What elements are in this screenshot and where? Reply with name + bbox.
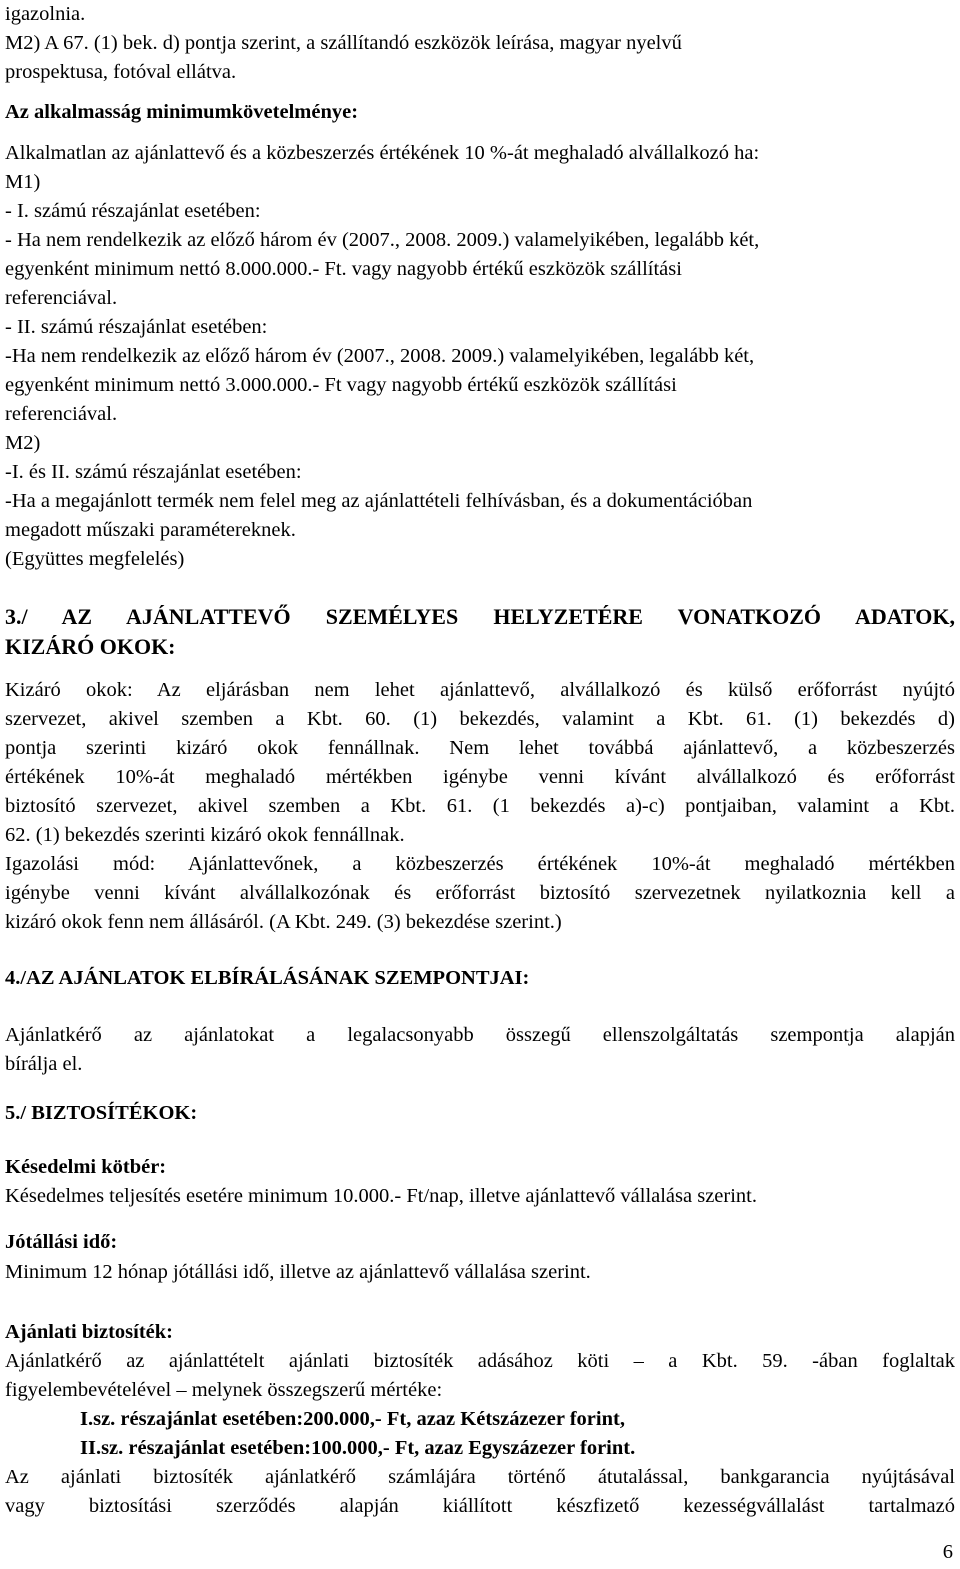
text-line: M2) <box>5 432 41 454</box>
text-line: 62. (1) bekezdés szerinti kizáró okok fennállnak. <box>5 824 405 846</box>
text-line: igénybe venni kívánt alvállalkozónak és erőforrást biztosító szervezetnek nyilatkoznia kell a <box>5 882 955 904</box>
text-line: szervezet, akivel szemben a Kbt. 60. (1) bekezdés, valamint a Kbt. 61. (1) bekezdés d) <box>5 708 955 730</box>
section-subheading: Ajánlati biztosíték: <box>5 1321 173 1343</box>
text-line: egyenként minimum nettó 3.000.000.- Ft vagy nagyobb értékű eszközök szállítási <box>5 374 677 396</box>
section-subheading: Az alkalmasság minimumkövetelménye: <box>5 101 359 123</box>
text-line: Ajánlatkérő az ajánlattételt ajánlati biztosíték adásához köti – a Kbt. 59. -ában foglaltak <box>5 1350 955 1372</box>
text-line: Alkalmatlan az ajánlattevő és a közbeszerzés értékének 10 %-át meghaladó alvállalkozó ha: <box>5 142 760 164</box>
text-line: -I. és II. számú részajánlat esetében: <box>5 461 302 483</box>
section-heading: 3./ AZ AJÁNLATTEVŐ SZEMÉLYES HELYZETÉRE VONATKOZÓ ADATOK, <box>5 604 955 629</box>
text-line: -Ha a megajánlott termék nem felel meg az ajánlattételi felhívásban, és a dokumentációban <box>5 490 753 512</box>
text-line: referenciával. <box>5 287 118 309</box>
page-number: 6 <box>942 1541 953 1563</box>
text-line: vagy biztosítási szerződés alapján kiállított készfizető kezességvállalást tartalmazó <box>5 1495 955 1517</box>
text-line: Kizáró okok: Az eljárásban nem lehet ajánlattevő, alvállalkozó és külső erőforrást nyújtó <box>5 679 955 701</box>
section-subheading: Késedelmi kötbér: <box>5 1156 167 1178</box>
text-line: - Ha nem rendelkezik az előző három év (2007., 2008. 2009.) valamelyikében, legalább két, <box>5 229 760 251</box>
section-heading: 4./AZ AJÁNLATOK ELBÍRÁLÁSÁNAK SZEMPONTJAI: <box>5 967 530 989</box>
section-subheading: Jótállási idő: <box>5 1231 118 1253</box>
text-line: Késedelmes teljesítés esetére minimum 10.000.- Ft/nap, illetve ajánlattevő vállalása szerint. <box>5 1185 758 1207</box>
text-line: Igazolási mód: Ajánlattevőnek, a közbeszerzés értékének 10%-át meghaladó mértékben <box>5 853 955 875</box>
text-line: igazolnia. <box>5 3 86 25</box>
text-line: M2) A 67. (1) bek. d) pontja szerint, a szállítandó eszközök leírása, magyar nyelvű <box>5 32 682 54</box>
text-line: -Ha nem rendelkezik az előző három év (2007., 2008. 2009.) valamelyikében, legalább két, <box>5 345 755 367</box>
text-line: kizáró okok fenn nem állásáról. (A Kbt. 249. (3) bekezdése szerint.) <box>5 911 562 933</box>
text-line: Ajánlatkérő az ajánlatokat a legalacsonyabb összegű ellenszolgáltatás szempontja alapján <box>5 1024 955 1046</box>
text-line: - II. számú részajánlat esetében: <box>5 316 268 338</box>
text-line: - I. számú részajánlat esetében: <box>5 200 261 222</box>
text-line: megadott műszaki paramétereknek. <box>5 519 296 541</box>
text-line: referenciával. <box>5 403 118 425</box>
text-line: pontja szerinti kizáró okok fennállnak. Nem lehet továbbá ajánlattevő, a közbeszerzés <box>5 737 955 759</box>
text-line: (Együttes megfelelés) <box>5 548 185 570</box>
amount-line: II.sz. részajánlat esetében:100.000,- Ft, azaz Egyszázezer forint. <box>80 1437 636 1459</box>
text-line: bírálja el. <box>5 1053 83 1075</box>
text-line: M1) <box>5 171 41 193</box>
text-line: egyenként minimum nettó 8.000.000.- Ft. vagy nagyobb értékű eszközök szállítási <box>5 258 682 280</box>
text-line: Az ajánlati biztosíték ajánlatkérő számlájára történő átutalással, bankgarancia nyújtásával <box>5 1466 955 1488</box>
section-heading: KIZÁRÓ OKOK: <box>5 634 176 659</box>
text-line: figyelembevételével – melynek összegszerű mértéke: <box>5 1379 443 1401</box>
amount-line: I.sz. részajánlat esetében:200.000,- Ft, azaz Kétszázezer forint, <box>80 1408 625 1430</box>
text-line: biztosító szervezet, akivel szemben a Kbt. 61. (1 bekezdés a)-c) pontjaiban, valamint a Kbt. <box>5 795 955 817</box>
section-heading: 5./ BIZTOSÍTÉKOK: <box>5 1102 198 1124</box>
text-line: Minimum 12 hónap jótállási idő, illetve az ajánlattevő vállalása szerint. <box>5 1261 591 1283</box>
text-line: prospektusa, fotóval ellátva. <box>5 61 237 83</box>
text-line: értékének 10%-át meghaladó mértékben igénybe venni kívánt alvállalkozó és erőforrást <box>5 766 955 788</box>
